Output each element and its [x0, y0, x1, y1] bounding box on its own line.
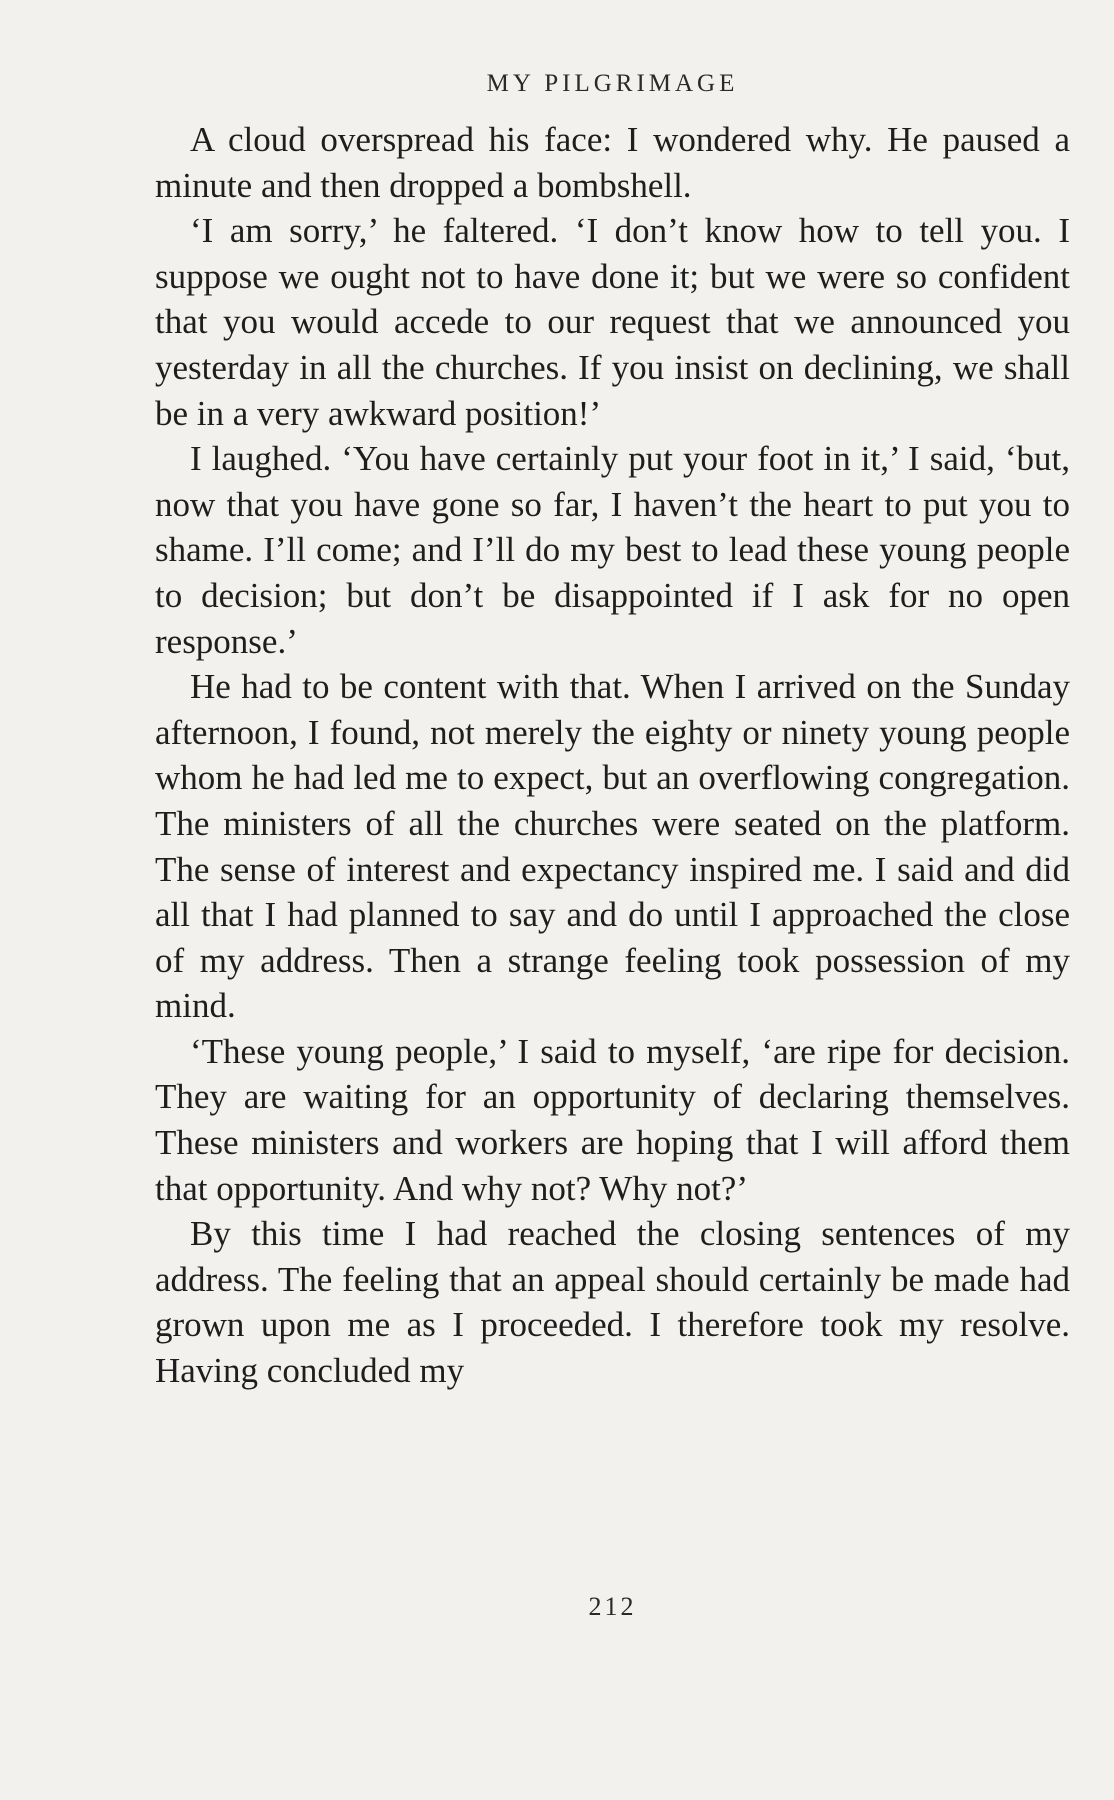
paragraph: I laughed. ‘You have certainly put your foot in it,’ I said, ‘but, now that you have gone so far, I haven’t the heart to put you to shame. I’ll come; and I’ll do my best to lead these young people to decision; but don’t be disappointed if I ask for no open response.’: [155, 439, 1070, 661]
paragraph: ‘I am sorry,’ he faltered. ‘I don’t know how to tell you. I suppose we ought not to have done it; but we were so confident that you would accede to our request that we announced you yesterday in all the churches. If you insist on declining, we shall be in a very awkward position!’: [155, 211, 1070, 433]
page-number: 212: [588, 1592, 637, 1621]
paragraph: By this time I had reached the closing sentences of my address. The feeling that an appeal should certainly be made had grown upon me as I proceeded. I therefore took my resolve. Having concluded my: [155, 1214, 1070, 1391]
running-head: MY PILGRIMAGE: [486, 70, 739, 97]
paragraph: A cloud overspread his face: I wondered why. He paused a minute and then dropped a bombshell.: [155, 120, 1070, 205]
paragraph: ‘These young people,’ I said to myself, ‘are ripe for decision. They are waiting for an opportunity of declaring themselves. These ministers and workers are hoping that I will afford them that opportunity. And why not? Why not?’: [155, 1031, 1070, 1208]
paragraph: He had to be content with that. When I arrived on the Sunday afternoon, I found, not merely the eighty or ninety young people whom he had led me to expect, but an overflowing congregation. The ministers of all the churches were seated on the platform. The sense of interest and expectancy inspired me. I said and did all that I had planned to say and do until I approached the close of my address. Then a strange feeling took possession of my mind.: [155, 667, 1070, 1026]
body-text: [155, 117, 1070, 1394]
